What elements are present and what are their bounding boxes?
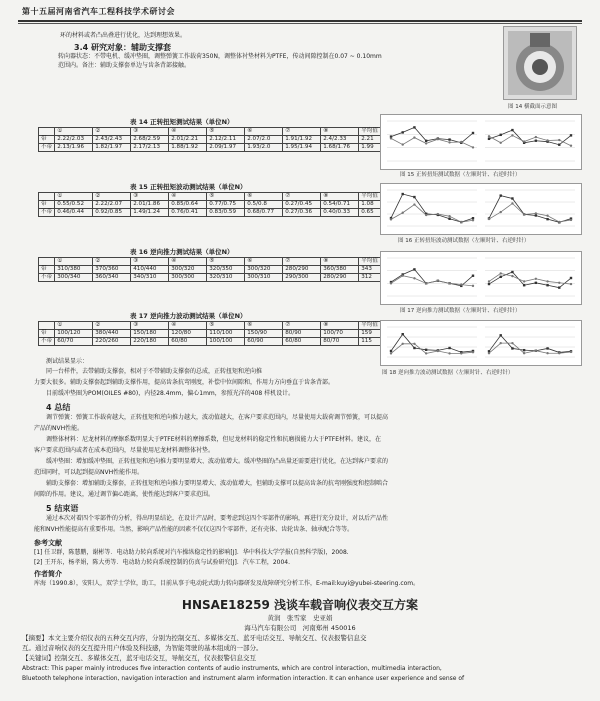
- data-point: [535, 140, 537, 142]
- table-header-cell: [39, 193, 55, 201]
- table-header-cell: 平均值: [359, 193, 381, 201]
- table-header-cell: ③: [131, 128, 169, 136]
- data-point: [546, 280, 548, 282]
- table-header-cell: 平均值: [359, 128, 381, 136]
- data-point: [570, 219, 572, 221]
- section-4-line: 辅助支撑套：增加辅助支撑套，正转扭矩和逆向推力要明显增大、波动值增大，但辅助支撑可以提高齿条的抗弯刚强度和控制啮合: [46, 480, 389, 487]
- paper2-title: HNSAE18259 浅谈车载音响仪表交互方案: [181, 598, 419, 612]
- table-cell: 115: [359, 338, 381, 346]
- table-cell: 320/350: [207, 266, 245, 274]
- table-cell: 2.22/2.07: [93, 201, 131, 209]
- data-point: [425, 349, 427, 351]
- table-cell: 360/340: [93, 274, 131, 282]
- table-header-cell: ⑧: [321, 258, 359, 266]
- table-cell: 1.91/1.92: [283, 136, 321, 144]
- table-header-cell: ②: [93, 322, 131, 330]
- table-cell: 60/80: [169, 338, 207, 346]
- table-cell: 220/260: [93, 338, 131, 346]
- paper2-affiliation: 海马汽车有限公司 河南郑州 450016: [244, 624, 356, 632]
- table-cell: 2.12/2.11: [207, 136, 245, 144]
- author-intro-heading: 作者简介: [34, 570, 62, 578]
- table-header-cell: ①: [55, 322, 93, 330]
- data-point: [448, 282, 450, 284]
- data-point: [535, 282, 537, 284]
- chart-figure-16: [380, 183, 582, 235]
- table-cell: 340/310: [131, 274, 169, 282]
- table-cell: 带: [39, 266, 55, 274]
- section-3-4-line: 范围内。备注：辅助支撑套单边与齿条背部接触。: [58, 62, 191, 69]
- table-16: [38, 257, 381, 282]
- section-4-line: 客户要求范围内或者在成本范围内，尽量使用尼龙材料调整体衬垫。: [34, 447, 215, 454]
- results-line: 目前缓冲垫圈为POM(OILES #80)，内径28.4mm，偏心1mm，参照光洋的408 样机设计。: [46, 390, 295, 397]
- data-point: [558, 144, 560, 146]
- table-cell: 2.07/2.0: [245, 136, 283, 144]
- table-header-row: [39, 322, 381, 330]
- table-row: [39, 338, 381, 346]
- table-header-cell: ⑦: [283, 322, 321, 330]
- cross-section-figure: [503, 26, 577, 100]
- table-cell: 0.5/0.8: [245, 201, 283, 209]
- data-point: [437, 280, 439, 282]
- data-point: [500, 272, 502, 274]
- table-cell: 不带: [39, 274, 55, 282]
- data-point: [570, 277, 572, 279]
- table-cell: 80/90: [283, 330, 321, 338]
- data-point: [488, 135, 490, 137]
- data-point: [402, 275, 404, 277]
- table-cell: 60/90: [245, 338, 283, 346]
- data-point: [558, 282, 560, 284]
- table-cell: 60/80: [283, 338, 321, 346]
- data-point: [511, 129, 513, 131]
- reference-item: [2] 王开东，杨孝娟，陈大勇等．电动助力转向系统控制的仿真与试验研究[J]．汽车工程，2004.: [34, 559, 291, 566]
- data-point: [390, 350, 392, 352]
- section-3-4-heading: 3.4 研究对象：辅助支撑套: [74, 43, 171, 52]
- data-point: [523, 352, 525, 354]
- data-point: [402, 212, 404, 214]
- header-rule: [18, 20, 582, 22]
- data-point: [448, 141, 450, 143]
- data-point: [511, 134, 513, 136]
- table-header-cell: ⑤: [207, 322, 245, 330]
- table-cell: 290/300: [283, 274, 321, 282]
- data-point: [523, 280, 525, 282]
- data-point: [460, 283, 462, 285]
- data-point: [500, 194, 502, 196]
- table-header-cell: ⑧: [321, 193, 359, 201]
- table-cell: 300/340: [55, 274, 93, 282]
- table-header-cell: ②: [93, 128, 131, 136]
- table-cell: 380/440: [93, 330, 131, 338]
- data-point: [460, 141, 462, 143]
- data-point: [437, 350, 439, 352]
- table-header-cell: ⑦: [283, 128, 321, 136]
- table-cell: 310/380: [55, 266, 93, 274]
- data-point: [437, 213, 439, 215]
- table-cell: 80/70: [321, 338, 359, 346]
- data-point: [402, 143, 404, 145]
- data-point: [390, 218, 392, 220]
- data-point: [390, 137, 392, 139]
- section-4-heading: 4 总结: [46, 403, 71, 412]
- data-point: [570, 134, 572, 136]
- data-point: [488, 283, 490, 285]
- table-cell: 410/440: [131, 266, 169, 274]
- table-header-cell: ⑦: [283, 193, 321, 201]
- table-cell: 0.92/0.85: [93, 209, 131, 217]
- data-point: [546, 347, 548, 349]
- data-point: [570, 351, 572, 353]
- table-header-cell: ②: [93, 193, 131, 201]
- data-point: [500, 334, 502, 336]
- table-header-cell: ③: [131, 258, 169, 266]
- data-point: [500, 276, 502, 278]
- figure-17-caption: 图 17 逆向推力测试数据（左顺时针、右逆时针）: [400, 308, 521, 314]
- data-point: [413, 203, 415, 205]
- table-cell: 1.99: [359, 144, 381, 152]
- cross-section-drawing: [504, 27, 576, 99]
- data-point: [472, 275, 474, 277]
- data-point: [558, 221, 560, 223]
- table-header-cell: ⑤: [207, 258, 245, 266]
- table-cell: 312: [359, 274, 381, 282]
- data-point: [437, 138, 439, 140]
- table-header-cell: ⑦: [283, 258, 321, 266]
- table-cell: 343: [359, 266, 381, 274]
- table-header-cell: 平均值: [359, 322, 381, 330]
- table-cell: 0.83/0.59: [207, 209, 245, 217]
- table-cell: 150/90: [245, 330, 283, 338]
- table-header-cell: [39, 322, 55, 330]
- table-header-cell: ⑥: [245, 322, 283, 330]
- data-point: [488, 280, 490, 282]
- data-point: [448, 347, 450, 349]
- table-cell: 0.54/0.71: [321, 201, 359, 209]
- table-header-cell: 平均值: [359, 258, 381, 266]
- table-cell: 1.88/1.92: [169, 144, 207, 152]
- table-cell: 150/180: [131, 330, 169, 338]
- table-cell: 0.27/0.36: [283, 209, 321, 217]
- table-cell: 0.40/0.33: [321, 209, 359, 217]
- data-point: [448, 215, 450, 217]
- table-header-cell: ④: [169, 128, 207, 136]
- data-point: [500, 142, 502, 144]
- table-cell: 300/300: [169, 274, 207, 282]
- table-cell: 0.27/0.45: [283, 201, 321, 209]
- paper2-abstract-en: Abstract: This paper mainly introduces five interaction contents of audio instruments, which are control interaction, multimedia interaction,: [22, 665, 442, 672]
- data-point: [511, 197, 513, 199]
- chart-figure-15: [380, 114, 582, 170]
- data-point: [425, 142, 427, 144]
- table-header-cell: ④: [169, 322, 207, 330]
- table-header-cell: ④: [169, 258, 207, 266]
- table-cell: 1.49/1.24: [131, 209, 169, 217]
- section-5-line: 能和NVH性能提高有重要作用。当然，影响产品性能的因素不仅仅这四个零部件，还有壳体、齿轮齿条、轴承配合等等。: [34, 526, 354, 533]
- table-row: [39, 136, 381, 144]
- results-line: 力要大很多。辅助支撑套起到辅助支撑作用，提高齿条抗弯刚度，补偿中位间隙和，作用力方向垂直于齿条背部。: [34, 379, 335, 386]
- table-cell: 300/320: [245, 266, 283, 274]
- series-line-with: [391, 194, 473, 222]
- table-cell: 1.82/1.97: [93, 144, 131, 152]
- table-header-cell: ⑧: [321, 128, 359, 136]
- data-point: [425, 352, 427, 354]
- table-15-caption: 表 15 正转扭矩波动测试结果（单位N）: [130, 183, 247, 191]
- table-header-cell: [39, 258, 55, 266]
- paper2-authors: 黄润 张雪家 史亚娟: [267, 614, 333, 622]
- header-rule-thin: [18, 23, 582, 24]
- table-cell: 220/180: [131, 338, 169, 346]
- table-cell: 1.93/2.0: [245, 144, 283, 152]
- table-cell: 带: [39, 201, 55, 209]
- table-14-caption: 表 14 正转扭矩测试结果（单位N）: [130, 118, 234, 126]
- table-cell: 2.17/2.13: [131, 144, 169, 152]
- data-point: [425, 140, 427, 142]
- data-point: [472, 285, 474, 287]
- data-point: [558, 139, 560, 141]
- table-cell: 2.01/2.21: [169, 136, 207, 144]
- section-4-line: 范围同时，可以起到提高NVH性能作用。: [34, 469, 144, 476]
- data-point: [413, 136, 415, 138]
- data-point: [460, 352, 462, 354]
- table-row: [39, 266, 381, 274]
- paper2-abstract-en: Bluetooth telephone interaction, navigation interaction and instrument alarm information interaction. It can enhance user experience and sense of: [22, 675, 465, 682]
- table-header-cell: ①: [55, 193, 93, 201]
- table-cell: 280/290: [283, 266, 321, 274]
- data-point: [413, 343, 415, 345]
- data-point: [535, 136, 537, 138]
- section-3-4-line: 转向器状态：不带电机、缓冲垫圈，调整弹簧工作载荷350N，调整体衬垫材料为PTFE，传动间隙控制在0.07 ~ 0.10mm: [58, 53, 382, 60]
- data-point: [402, 193, 404, 195]
- table-15: [38, 192, 381, 217]
- table-header-cell: ⑥: [245, 128, 283, 136]
- data-point: [546, 139, 548, 141]
- data-point: [523, 213, 525, 215]
- series-line-with: [489, 196, 571, 223]
- table-cell: 带: [39, 330, 55, 338]
- section-4-line: 调节弹簧：弹簧工作载荷越大，正转扭矩和逆向推力越大，波动值越大，在客户要求范围内，尽量使用大载荷调节弹簧，可以提高: [46, 414, 389, 421]
- data-point: [488, 138, 490, 140]
- section-4-line: 产品的NVH性能。: [34, 425, 84, 432]
- table-17-caption: 表 17 逆向推力波动测试结果（单位N）: [130, 312, 247, 320]
- results-line: 测试结果显示：: [46, 358, 89, 365]
- table-header-cell: ②: [93, 258, 131, 266]
- data-point: [488, 218, 490, 220]
- data-point: [413, 347, 415, 349]
- data-point: [448, 138, 450, 140]
- table-header-cell: ⑥: [245, 258, 283, 266]
- table-row: [39, 201, 381, 209]
- data-point: [570, 145, 572, 147]
- data-point: [390, 352, 392, 354]
- results-line: 同一台样件，去带辅助支撑套，相对于不带辅助支撑套的总成，正转扭矩和逆向推: [46, 368, 263, 375]
- chart-figure-17: [380, 251, 582, 305]
- paper2-keywords: 【关键词】控制交互、多媒体交互，蓝牙电话交互，导航交互，仪表报警信息交互: [22, 654, 256, 662]
- table-cell: 360/380: [321, 266, 359, 274]
- table-cell: 2.21: [359, 136, 381, 144]
- data-point: [413, 277, 415, 279]
- paper2-abstract-cn: 【摘要】本文主要介绍仪表的五种交互内容，分别为控制交互、多媒体交互、蓝牙电话交互、导航交互、仪表报警信息交: [22, 634, 367, 642]
- table-14: [38, 127, 381, 152]
- table-cell: 2.68/2.59: [131, 136, 169, 144]
- data-point: [448, 352, 450, 354]
- data-point: [500, 134, 502, 136]
- data-point: [472, 146, 474, 148]
- table-cell: 2.01/1.86: [131, 201, 169, 209]
- table-cell: 300/310: [245, 274, 283, 282]
- data-point: [390, 282, 392, 284]
- journal-header: 第十五届河南省汽车工程科技学术研讨会: [22, 7, 175, 16]
- series-line-with: [391, 127, 473, 142]
- data-point: [535, 212, 537, 214]
- table-cell: 100/100: [207, 338, 245, 346]
- data-point: [535, 278, 537, 280]
- section-5-heading: 5 结束语: [46, 504, 79, 513]
- table-cell: 2.4/2.33: [321, 136, 359, 144]
- section-5-line: 通过本次对着四个零部件的分析，得出明显结论，在设计产品时，要考虑到这四个零部件的影响，再进行充分设计，对以后产品性: [46, 515, 389, 522]
- table-cell: 0.55/0.52: [55, 201, 93, 209]
- table-cell: 不带: [39, 144, 55, 152]
- section-4-line: 间隙的作用。建议，通过调节偏心距离，使性能达到客户要求范围。: [34, 491, 215, 498]
- data-point: [500, 211, 502, 213]
- data-point: [558, 352, 560, 354]
- paper2-abstract-cn: 互。通过音响仪表的交互提升用户体验及科技感，为智能驾驶的基本组成的一部分。: [22, 644, 263, 652]
- table-cell: 2.09/1.97: [207, 144, 245, 152]
- table-cell: 370/360: [93, 266, 131, 274]
- table-cell: 110/100: [207, 330, 245, 338]
- table-cell: 2.22/2.03: [55, 136, 93, 144]
- data-point: [425, 214, 427, 216]
- data-point: [448, 218, 450, 220]
- table-header-cell: ⑥: [245, 193, 283, 201]
- table-cell: 1.95/1.94: [283, 144, 321, 152]
- data-point: [511, 347, 513, 349]
- table-cell: 60/70: [55, 338, 93, 346]
- table-16-caption: 表 16 逆向推力测试结果（单位N）: [130, 248, 234, 256]
- section-4-line: 缓冲垫圈：增加缓冲垫圈，正转扭矩和逆向推力要明显增大、波动值增大。缓冲垫圈的凸出量还需要进行优化，在达到客户要求的: [46, 458, 389, 465]
- data-point: [523, 140, 525, 142]
- table-row: [39, 144, 381, 152]
- table-cell: 0.68/0.77: [245, 209, 283, 217]
- table-cell: 0.76/0.41: [169, 209, 207, 217]
- data-point: [546, 352, 548, 354]
- table-header-row: [39, 128, 381, 136]
- table-cell: 159: [359, 330, 381, 338]
- table-cell: 不带: [39, 338, 55, 346]
- data-point: [500, 342, 502, 344]
- table-cell: 0.46/0.44: [55, 209, 93, 217]
- table-row: [39, 330, 381, 338]
- intro-line: 环的材料或者凸出叠进行优化，达到理想效果。: [60, 32, 187, 39]
- table-cell: 100/120: [55, 330, 93, 338]
- table-cell: 320/310: [207, 274, 245, 282]
- data-point: [511, 271, 513, 273]
- data-point: [546, 218, 548, 220]
- table-cell: 1.08: [359, 201, 381, 209]
- table-cell: 不带: [39, 209, 55, 217]
- references-heading: 参考文献: [34, 539, 62, 547]
- table-cell: 300/320: [169, 266, 207, 274]
- data-point: [425, 282, 427, 284]
- table-cell: 120/80: [169, 330, 207, 338]
- data-point: [535, 350, 537, 352]
- data-point: [413, 268, 415, 270]
- table-header-row: [39, 258, 381, 266]
- data-point: [523, 284, 525, 286]
- data-point: [460, 221, 462, 223]
- figure-18-caption: 图 18 逆向推力波动测试数据（左顺时针、右逆时针）: [382, 370, 514, 376]
- table-header-row: [39, 193, 381, 201]
- section-4-line: 调整体材料：尼龙材料的摩擦系数明显大于PTFE材料的摩擦系数，但尼龙材料的稳定性和抗磨损能力大于PTFE材料。建议，在: [46, 436, 382, 443]
- table-header-cell: ①: [55, 258, 93, 266]
- table-cell: 2.43/2.43: [93, 136, 131, 144]
- data-point: [472, 132, 474, 134]
- data-point: [488, 352, 490, 354]
- table-row: [39, 274, 381, 282]
- table-cell: 0.77/0.75: [207, 201, 245, 209]
- data-point: [546, 215, 548, 217]
- data-point: [402, 333, 404, 335]
- data-point: [472, 219, 474, 221]
- figure-15-caption: 图 15 正转扭矩测试数据（左顺时针、右逆时针）: [400, 172, 521, 178]
- data-point: [511, 275, 513, 277]
- data-point: [523, 349, 525, 351]
- table-header-cell: ③: [131, 322, 169, 330]
- data-point: [402, 343, 404, 345]
- table-header-cell: ⑤: [207, 193, 245, 201]
- table-header-cell: ①: [55, 128, 93, 136]
- data-point: [472, 351, 474, 353]
- table-17: [38, 321, 381, 346]
- data-point: [413, 126, 415, 128]
- table-cell: 0.85/0.64: [169, 201, 207, 209]
- table-cell: 100/70: [321, 330, 359, 338]
- table-header-cell: ④: [169, 193, 207, 201]
- table-header-cell: [39, 128, 55, 136]
- table-cell: 带: [39, 136, 55, 144]
- table-cell: 2.13/1.96: [55, 144, 93, 152]
- table-cell: 0.65: [359, 209, 381, 217]
- table-header-cell: ⑧: [321, 322, 359, 330]
- reference-item: [1] 任卫群，陈慧鹏，谢彬等．电动助力转向系统对汽车操纵稳定性的影响[J]．华中科技大学学报(自然科学版)，2008.: [34, 549, 349, 556]
- author-intro-text: 库海（1990.8），安阳人，双学士学位，助工，目前从事于电动轮式助力转向器研发及故障研究分析工作，E-mail:kuyi@yubei-steering.com。: [34, 580, 420, 587]
- chart-figure-18: [380, 320, 582, 366]
- table-cell: 1.68/1.76: [321, 144, 359, 152]
- figure-14-caption: 图 14 横截面示意图: [508, 104, 557, 110]
- data-point: [402, 131, 404, 133]
- data-point: [511, 342, 513, 344]
- data-point: [413, 196, 415, 198]
- data-point: [570, 283, 572, 285]
- table-cell: 280/290: [321, 274, 359, 282]
- table-row: [39, 209, 381, 217]
- figure-16-caption: 图 16 正转扭矩波动测试数据（左顺时针、右逆时针）: [398, 238, 530, 244]
- data-point: [558, 286, 560, 288]
- table-header-cell: ⑤: [207, 128, 245, 136]
- data-point: [511, 202, 513, 204]
- data-point: [546, 284, 548, 286]
- table-header-cell: ③: [131, 193, 169, 201]
